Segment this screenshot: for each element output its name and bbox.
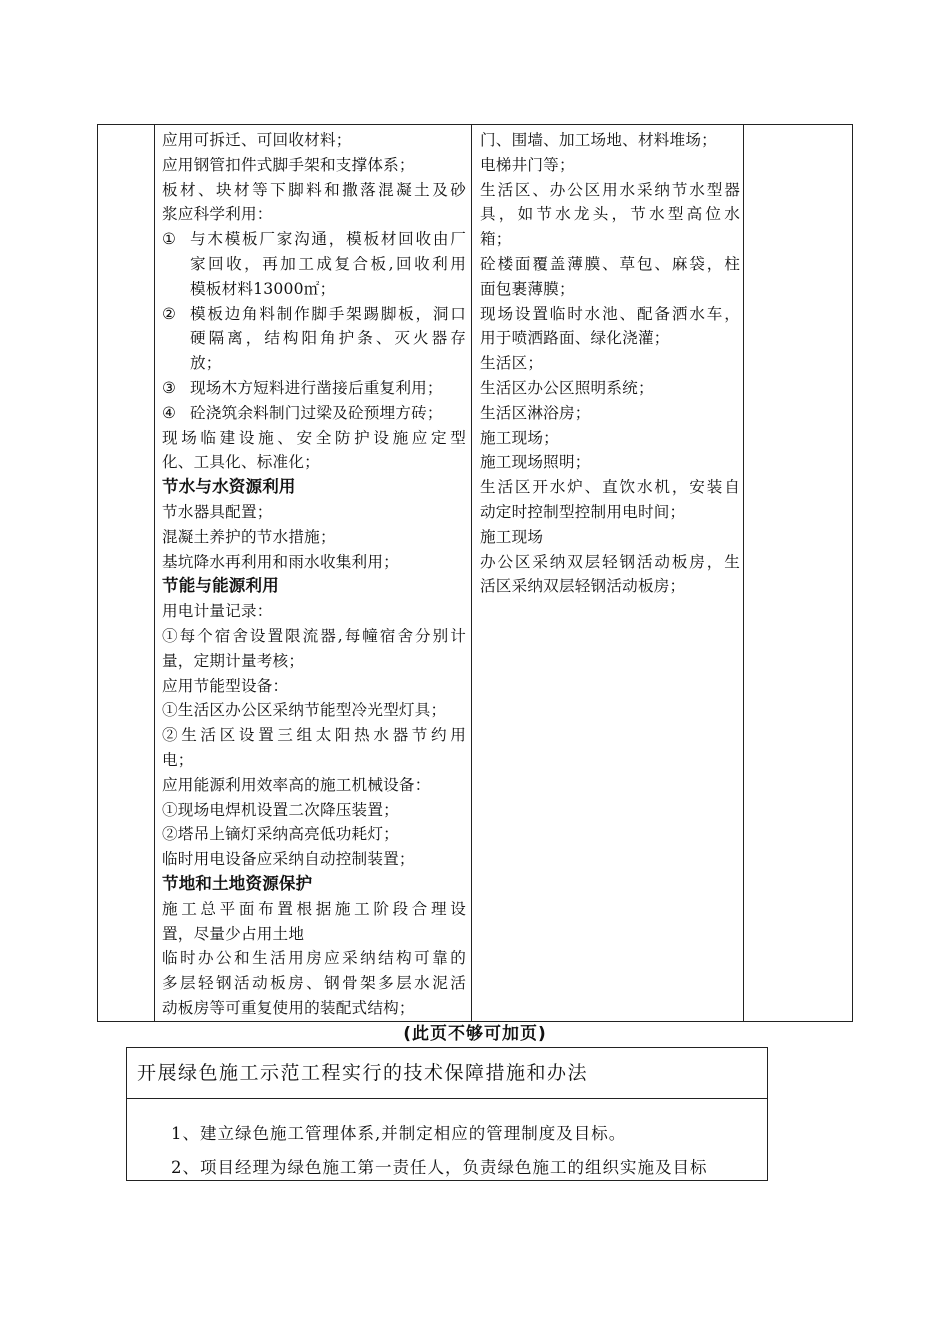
text-line: 模板材料13000㎡； bbox=[190, 279, 336, 298]
text-line: 多层轻钢活动板房、钢骨架多层水泥活 bbox=[162, 974, 466, 993]
column-divider bbox=[743, 125, 744, 1021]
numbered-item bbox=[162, 401, 466, 426]
section-heading: 节水与水资源利用 bbox=[162, 477, 296, 497]
measures-column bbox=[162, 128, 466, 1021]
text-line: 现场临建设施、安全防护设施应定型 bbox=[162, 428, 466, 447]
text-line: 活区采纳双层轻钢活动板房； bbox=[480, 577, 686, 596]
text-line: ②塔吊上镝灯采纳高亮低功耗灯； bbox=[162, 825, 399, 844]
text-line: 节水器具配置； bbox=[162, 502, 273, 521]
page-note: (此页不够可加页) bbox=[403, 1024, 547, 1044]
text-line: 面包裹薄膜； bbox=[480, 279, 575, 298]
text-line: 临时办公和生活用房应采纳结构可靠的 bbox=[162, 949, 466, 968]
text-line: 应用节能型设备： bbox=[162, 676, 289, 695]
section-heading: 节能与能源利用 bbox=[162, 576, 279, 596]
text-line: 置，尽量少占用土地 bbox=[162, 924, 305, 943]
numbered-item bbox=[162, 227, 466, 252]
text-line: 浆应科学利用： bbox=[162, 205, 273, 224]
text-line: 生活区淋浴房； bbox=[480, 403, 591, 422]
text-line: ①现场电焊机设置二次降压装置； bbox=[162, 800, 399, 819]
text-line: ②生活区设置三组太阳热水器节约用 bbox=[162, 726, 466, 745]
text-line: 门、围墙、加工场地、材料堆场； bbox=[480, 131, 717, 149]
text-line: 动板房等可重复使用的装配式结构； bbox=[162, 998, 415, 1017]
scope-column bbox=[480, 128, 740, 599]
text-line: 生活区； bbox=[480, 354, 544, 373]
text-line: 砼浇筑余料制门过梁及砼预埋方砖； bbox=[190, 403, 443, 422]
item-number: ① bbox=[162, 230, 177, 249]
text-line: 应用能源利用效率高的施工机械设备： bbox=[162, 775, 431, 794]
text-line: 临时用电设备应采纳自动控制装置； bbox=[162, 850, 415, 869]
text-line: 动定时控制型控制用电时间； bbox=[480, 502, 686, 521]
text-line: 砼楼面覆盖薄膜、草包、麻袋，柱 bbox=[480, 254, 740, 273]
text-line: 施工总平面布置根据施工阶段合理设 bbox=[162, 899, 466, 918]
text-line: 现场木方短料进行凿接后重复利用； bbox=[190, 378, 443, 397]
numbered-item bbox=[162, 302, 466, 327]
text-line: 箱； bbox=[480, 230, 512, 249]
text-line: 生活区、办公区用水采纳节水型器 bbox=[480, 180, 740, 199]
text-line: 用于喷洒路面、绿化浇灌； bbox=[480, 329, 670, 348]
text-line: 现场设置临时水池、配备洒水车， bbox=[480, 304, 740, 323]
text-line: 生活区办公区照明系统； bbox=[480, 378, 654, 397]
text-line: 1、建立绿色施工管理体系,并制定相应的管理制度及目标。 bbox=[171, 1124, 627, 1143]
text-line: 放； bbox=[190, 354, 222, 373]
text-line: 混凝土养护的节水措施； bbox=[162, 527, 336, 546]
text-line: 施工现场照明； bbox=[480, 453, 591, 472]
text-line: 办公区采纳双层轻钢活动板房，生 bbox=[480, 552, 740, 571]
text-line: 施工现场； bbox=[480, 428, 559, 447]
text-line: 基坑降水再利用和雨水收集利用； bbox=[162, 552, 399, 571]
text-line: 应用可拆迁、可回收材料； bbox=[162, 131, 352, 149]
item-number: ③ bbox=[162, 378, 177, 397]
text-line: 生活区开水炉、直饮水机，安装自 bbox=[480, 478, 740, 497]
column-divider bbox=[471, 125, 472, 1021]
text-line: 具，如节水龙头，节水型高位水 bbox=[480, 205, 740, 224]
item-number: ② bbox=[162, 304, 177, 323]
text-line: 化、工具化、标准化； bbox=[162, 453, 320, 472]
section-heading: 节地和土地资源保护 bbox=[162, 873, 313, 893]
box-title: 开展绿色施工示范工程实行的技术保障措施和办法 bbox=[127, 1048, 767, 1099]
text-line: 与木模板厂家沟通，模板材回收由厂 bbox=[190, 230, 466, 249]
item-number: ④ bbox=[162, 403, 177, 422]
text-line: 硬隔离，结构阳角护条、灭火器存 bbox=[190, 329, 466, 348]
text-line: 用电计量记录： bbox=[162, 602, 273, 621]
text-line: 板材、块材等下脚料和撒落混凝土及砂 bbox=[162, 180, 466, 199]
text-line: 2、项目经理为绿色施工第一责任人，负责绿色施工的组织实施及目标 bbox=[171, 1158, 708, 1177]
guarantee-measures-box bbox=[126, 1047, 768, 1181]
text-line: 量，定期计量考核； bbox=[162, 651, 305, 670]
numbered-item bbox=[162, 376, 466, 401]
text-line: 电梯井门等； bbox=[480, 155, 575, 174]
text-line: 电； bbox=[162, 750, 194, 769]
text-line: ①生活区办公区采纳节能型冷光型灯具； bbox=[162, 701, 447, 720]
measures-table bbox=[97, 124, 853, 1022]
column-divider bbox=[154, 125, 155, 1021]
text-line: 应用钢管扣件式脚手架和支撑体系； bbox=[162, 155, 415, 174]
text-line: 施工现场 bbox=[480, 527, 544, 546]
text-line: 家回收，再加工成复合板,回收利用 bbox=[190, 254, 466, 273]
text-line: ①每个宿舍设置限流器,每幢宿舍分别计 bbox=[162, 626, 466, 645]
text-line: 模板边角料制作脚手架踢脚板，洞口 bbox=[190, 304, 466, 323]
